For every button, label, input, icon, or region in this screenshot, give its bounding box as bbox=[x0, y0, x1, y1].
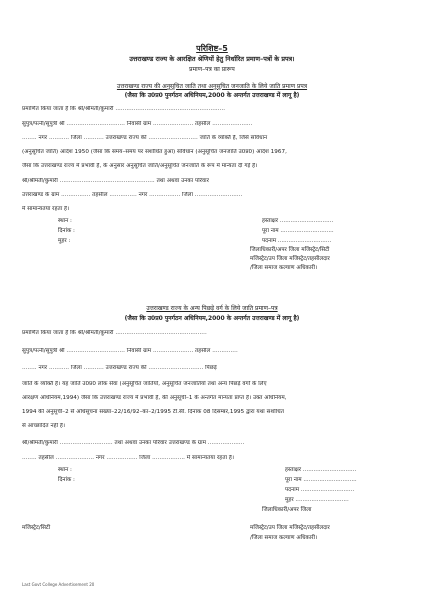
form2-subheading: (जैसा कि उ0प्र0 पुनर्गठन अधिनियम,2000 के अन्तर्गत उत्तराखण्ड में लागू है) bbox=[124, 315, 300, 322]
form1-place-label: स्थान : bbox=[58, 218, 72, 224]
form2-date-label: दिनांक : bbox=[58, 477, 75, 483]
form2-designation-label: पदनाम .............................. bbox=[285, 487, 355, 493]
form2-line: ........ तहसील ..................... नगर ................. जिला .................. में सामान्यतया रहता है। bbox=[22, 455, 235, 461]
form2-line: आरक्षण अधिनियम,1994) जैसा कि उत्तराखण्ड राज्य में प्रभावी है, की अनुसूची–1 के अन्तर्गत मान्यता प्राप्त है। उक्त अधिनियम, bbox=[22, 395, 287, 401]
form2-line: प्रमाणित किया जाता है कि श्री/श्रीमती/कुमारी .................................................. bbox=[22, 330, 207, 336]
form1-line: (अनुसूचित जाति) आदेश 1950 (जैसा कि समय–समय पर संशोधित हुआ) संविधान (अनुसूचित जनजाति उ0प्र0) आदेश 1967, bbox=[22, 149, 287, 155]
form2-line: श्री/श्रीमती/कुमारी ............................. तथा अथवा उनका परिवार उत्तराखण्ड के ग्राम .................... bbox=[22, 440, 245, 446]
form2-line: जाति के व्यक्ति हैं। यह जाति उ0प्र0 लोक सेवा (अनुसूचित जातियों, अनुसूचित जनजातियों तथा अन्य पिछड़े वर्गों के लिए bbox=[22, 381, 267, 387]
form2-signature-label: हस्ताक्षर .............................. bbox=[285, 467, 357, 473]
form2-authority-line: मजिस्ट्रेट/उप जिला मजिस्ट्रेट/तहसीलदार bbox=[250, 525, 330, 531]
document-subtitle: प्रमाण–पत्र का प्रारूप bbox=[189, 66, 235, 73]
page-footer: Last Govt College Advertisement 20 bbox=[22, 582, 95, 587]
form2-place-label: स्थान : bbox=[58, 467, 72, 473]
form2-line: ........ नगर ........... जिला ........... उत्तराखण्ड राज्य की .............................. पिछड़े bbox=[22, 365, 217, 371]
form2-line: से आच्छादित नहीं है। bbox=[22, 423, 66, 429]
form2-full-name-label: पूरा नाम .............................. bbox=[285, 477, 357, 483]
form1-signature-label: हस्ताक्षर .............................. bbox=[262, 218, 334, 224]
form1-designation-label: पदनाम .............................. bbox=[262, 238, 332, 244]
form2-authority-line: जिलाधिकारी/अपर जिला bbox=[262, 507, 312, 513]
form1-full-name-label: पूरा नाम .............................. bbox=[262, 228, 334, 234]
form1-line: श्री/श्रीमती/कुमारी .................................................... तथा अथवा उनका परिवार bbox=[22, 178, 209, 184]
form1-date-label: दिनांक : bbox=[58, 228, 75, 234]
form1-authority-line: /जिला समाज कल्याण अधिकारी। bbox=[250, 265, 318, 271]
form1-line: जैसा कि उत्तराखण्ड राज्य में प्रभावी है, के अनुसार अनुसूचित जाति/अनुसूचित जनजाति के रूप में मान्यता दी गई है। bbox=[22, 163, 258, 169]
form1-authority-line: मजिस्ट्रेट/उप जिला मजिस्ट्रेट/तहसीलदार bbox=[250, 256, 330, 262]
form2-heading: उत्तराखण्ड राज्य के अन्य पिछड़े वर्ग के लिये जाति प्रमाण–पत्र bbox=[146, 305, 278, 312]
form1-seal-label: मुहर : bbox=[58, 238, 71, 244]
form1-authority-line: जिलाधिकारी/अपर जिला मजिस्ट्रेट/सिटी bbox=[250, 247, 330, 253]
form1-line: प्रमाणित किया जाता है कि श्री/श्रीमती/कुमारी ............................................................ bbox=[22, 106, 226, 112]
document-title: उत्तराखण्ड राज्य के आरक्षित श्रेणियों हेतु निर्धारित प्रमाण–पत्रों के प्रपत्र। bbox=[129, 55, 295, 63]
form1-line: ........ नगर ........... जिला ........... उत्तराखण्ड राज्य की ........................... जाति के व्यक्ति हैं, जिसे संविधान bbox=[22, 135, 268, 141]
form2-left-magistrate-label: मजिस्ट्रेट/सिटी bbox=[22, 525, 51, 531]
form2-seal-label: मुहर .............................. bbox=[285, 497, 349, 503]
form1-line: उत्तराखण्ड के ग्राम ................ तहसील ............... नगर ................. जिला .......................... bbox=[22, 192, 243, 198]
form2-authority-line: /जिला समाज कल्याण अधिकारी। bbox=[250, 535, 318, 541]
form1-line: सुपुत्र/पत्नी/सुपुत्री श्री ................................ निवासी ग्राम ...................... तहसील ...................... bbox=[22, 121, 253, 127]
form1-line: में सामान्यतया रहता है। bbox=[22, 206, 70, 212]
form1-subheading: (जैसा कि उ0प्र0 पुनर्गठन अधिनियम,2000 के अन्तर्गत उत्तराखण्ड में लागू है) bbox=[124, 92, 300, 99]
form2-line: 1994 की अनुसूची–2 से अधिसूचना संख्या–22/16/92–का–2/1995 टी.सी. दिनांक 08 दिसम्बर,1995 द्वारा यथा संशोधित bbox=[22, 409, 284, 415]
form2-line: सुपुत्र/पत्नी/सुपुत्री श्री ................................ निवासी ग्राम ...................... तहसील .............. bbox=[22, 348, 238, 354]
appendix-heading: परिशिष्ट–5 bbox=[196, 44, 228, 53]
form1-heading: उत्तराखण्ड राज्य की अनुसूचित जाति तथा अनुसूचित जनजाति के लिये जाति प्रमाण प्रपत्र bbox=[116, 83, 308, 90]
